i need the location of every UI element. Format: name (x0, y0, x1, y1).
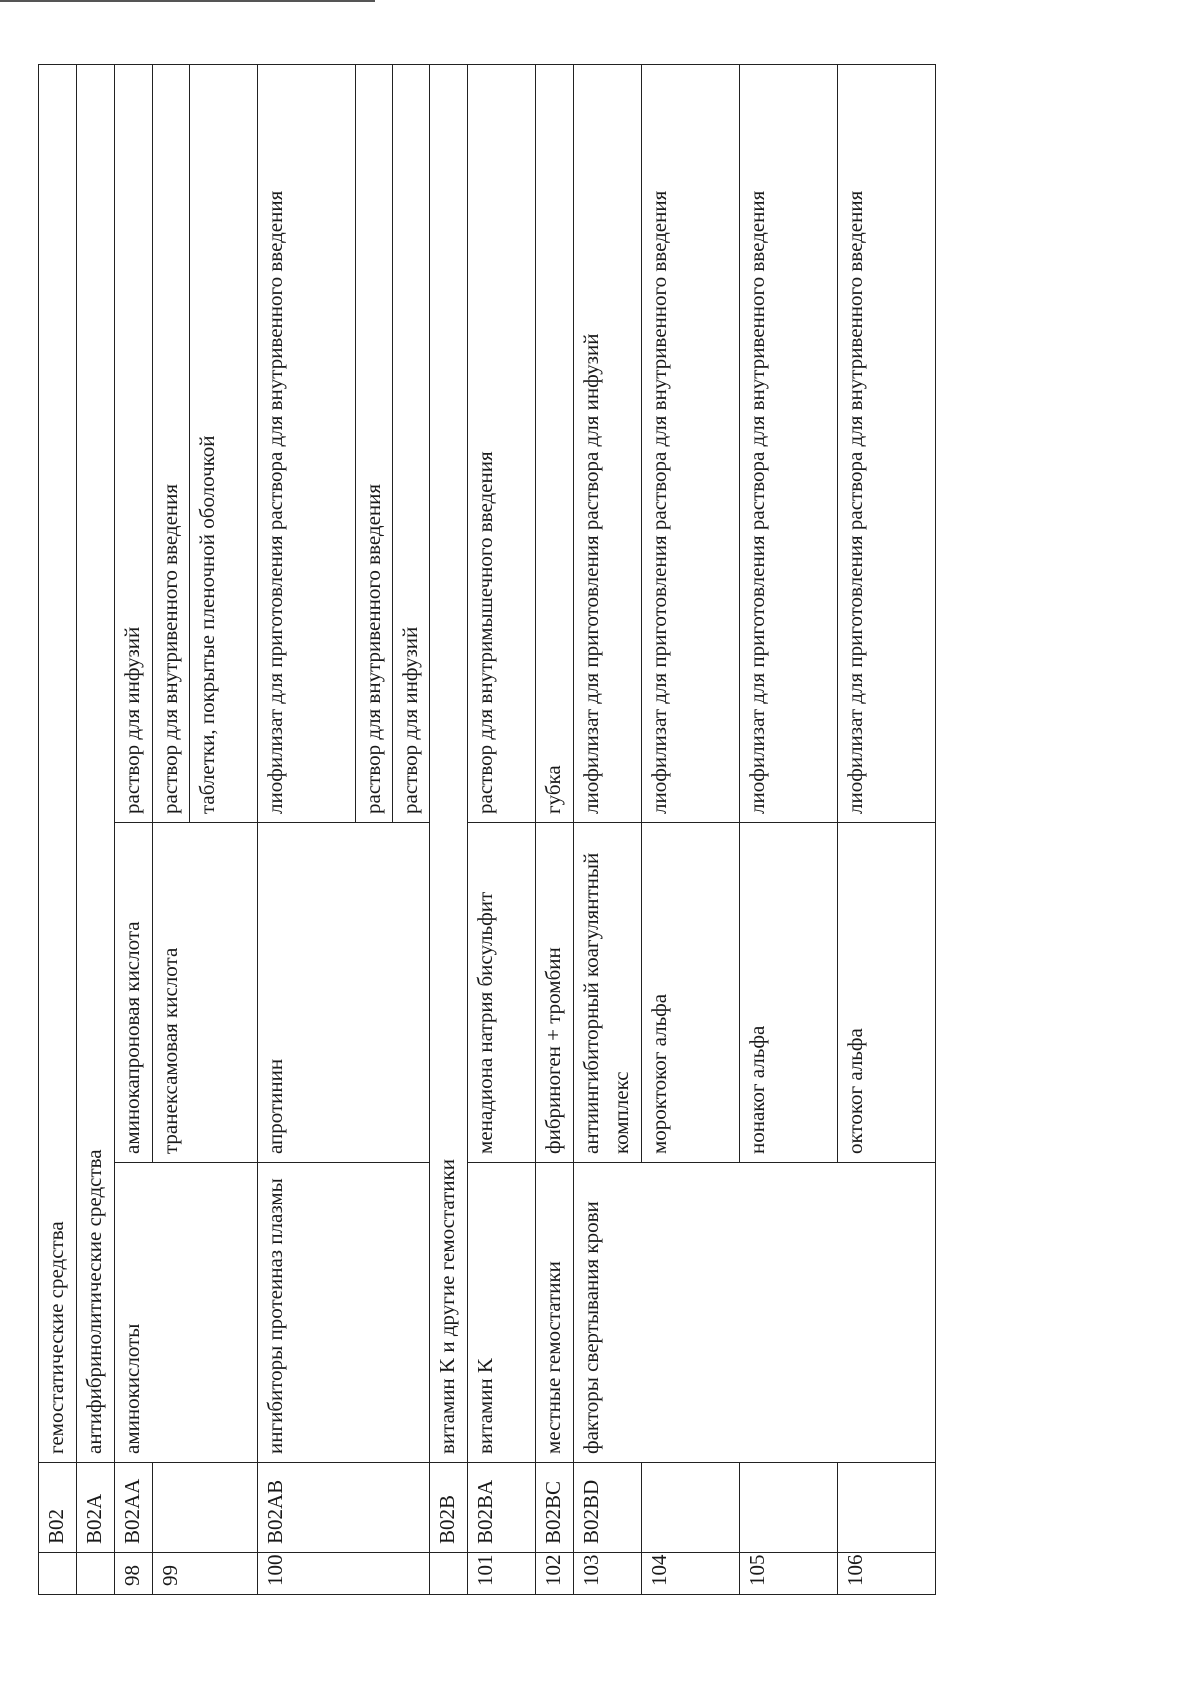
table-row (574, 64, 642, 1594)
table-row (39, 64, 77, 1594)
atc-code (740, 1463, 838, 1553)
row-number (77, 1553, 115, 1595)
active-substance: мороктоког альфа (642, 823, 740, 1163)
group-heading: витамин K и другие гемостатики (430, 64, 468, 1462)
table-row (430, 64, 468, 1594)
atc-code: B02 (39, 1463, 77, 1553)
row-number (430, 1553, 468, 1595)
drug-classification-table (38, 64, 936, 1595)
active-substance: нонаког альфа (740, 823, 838, 1163)
table-row (258, 64, 356, 1594)
row-number: 98 (115, 1553, 153, 1595)
pharmacological-group: аминокислоты (115, 1163, 258, 1463)
row-number: 99 (153, 1553, 258, 1595)
row-number (39, 1553, 77, 1595)
row-number: 106 (838, 1553, 936, 1595)
atc-code: B02B (430, 1463, 468, 1553)
group-heading: гемостатические средства (39, 64, 77, 1462)
dosage-form: лиофилизат для приготовления раствора для внутривенного введения (642, 64, 740, 822)
group-heading: антифибринолитические средства (77, 64, 115, 1462)
pharmacological-group: витамин K (468, 1163, 536, 1463)
table-row (468, 64, 536, 1594)
active-substance: фибриноген + тромбин (536, 823, 574, 1163)
row-number: 100 (258, 1553, 430, 1595)
table-row (536, 64, 574, 1594)
atc-code: B02A (77, 1463, 115, 1553)
atc-code: B02BA (468, 1463, 536, 1553)
atc-code (838, 1463, 936, 1553)
atc-code: B02BD (574, 1463, 642, 1553)
atc-code (153, 1463, 258, 1553)
atc-code: B02AB (258, 1463, 430, 1553)
atc-code: B02AA (115, 1463, 153, 1553)
dosage-form: лиофилизат для приготовления раствора для внутривенного введения (258, 64, 356, 822)
dosage-form: губка (536, 64, 574, 822)
active-substance: транексамовая кислота (153, 823, 258, 1163)
atc-code: B02BC (536, 1463, 574, 1553)
atc-code (642, 1463, 740, 1553)
dosage-form: таблетки, покрытые пленочной оболочкой (190, 64, 258, 822)
row-number: 103 (574, 1553, 642, 1595)
active-substance: апротинин (258, 823, 430, 1163)
dosage-form: раствор для инфузий (115, 64, 153, 822)
dosage-form: раствор для внутривенного введения (153, 64, 190, 822)
row-number: 102 (536, 1553, 574, 1595)
dosage-form: раствор для внутримышечного введения (468, 64, 536, 822)
row-number: 104 (642, 1553, 740, 1595)
dosage-form: лиофилизат для приготовления раствора для инфузий (574, 64, 642, 822)
active-substance: антиингибиторный коагулянтный комплекс (574, 823, 642, 1163)
active-substance: менадиона натрия бисульфит (468, 823, 536, 1163)
active-substance: аминокапроновая кислота (115, 823, 153, 1163)
table-row (115, 64, 153, 1594)
pharmacological-group: местные гемостатики (536, 1163, 574, 1463)
pharmacological-group: факторы свертывания крови (574, 1163, 936, 1463)
active-substance: октоког альфа (838, 823, 936, 1163)
table-row (77, 64, 115, 1594)
dosage-form: лиофилизат для приготовления раствора для внутривенного введения (740, 64, 838, 822)
row-number: 105 (740, 1553, 838, 1595)
row-number: 101 (468, 1553, 536, 1595)
dosage-form: раствор для инфузий (393, 64, 430, 822)
pharmacological-group: ингибиторы протеиназ плазмы (258, 1163, 430, 1463)
dosage-form: раствор для внутривенного введения (356, 64, 393, 822)
dosage-form: лиофилизат для приготовления раствора для внутривенного введения (838, 64, 936, 822)
